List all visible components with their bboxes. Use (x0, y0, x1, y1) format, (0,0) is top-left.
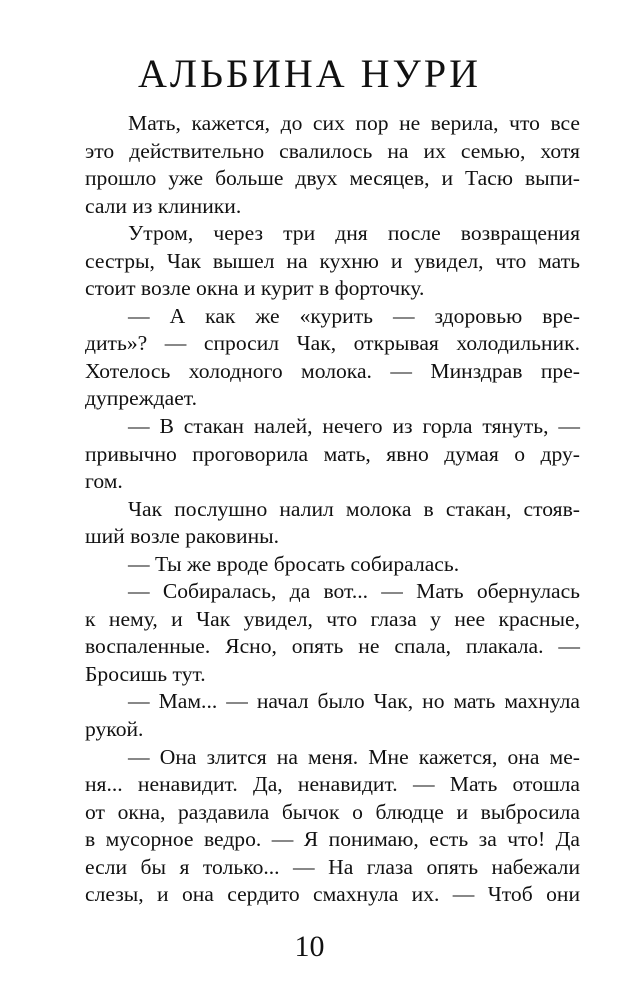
text-line: — Она злится на меня. Мне кажется, она ме- (128, 744, 580, 769)
body-text (85, 110, 580, 909)
paragraph (85, 551, 580, 579)
page-number: 10 (294, 930, 325, 963)
text-line: Бросишь тут. (85, 661, 206, 686)
text-line: от окна, раздавила бычок о блюдце и выбросила (85, 799, 580, 824)
text-line: слезы, и она сердито смахнула их. — Чтоб они (85, 882, 580, 907)
text-line: рукой. (85, 717, 144, 742)
paragraph (85, 688, 580, 743)
text-line: — Собиралась, да вот... — Мать обернулась (128, 579, 580, 604)
paragraph (85, 578, 580, 688)
text-line: — В стакан налей, нечего из горла тянуть, — (128, 414, 580, 439)
text-line: ший возле раковины. (85, 524, 280, 549)
paragraph (85, 744, 580, 909)
text-line: к нему, и Чак увидел, что глаза у нее красные, (85, 606, 580, 631)
text-line: прошло уже больше двух месяцев, и Тасю выпи- (85, 166, 580, 191)
text-line: воспаленные. Ясно, опять не спала, плакала. — (85, 634, 580, 659)
text-line: сали из клиники. (85, 193, 242, 218)
text-line: — Мам... — начал было Чак, но мать махнула (128, 689, 580, 714)
paragraph (85, 220, 580, 303)
paragraph (85, 496, 580, 551)
text-line: — Ты же вроде бросать собиралась. (128, 551, 460, 576)
text-line: сестры, Чак вышел на кухню и увидел, что мать (85, 248, 580, 273)
text-line: Мать, кажется, до сих пор не верила, что все (128, 111, 580, 135)
text-line: стоит возле окна и курит в форточку. (85, 276, 425, 301)
text-line: гом. (85, 469, 123, 494)
paragraph (85, 110, 580, 220)
running-head-author: АЛЬБИНА НУРИ (138, 51, 481, 96)
paragraph (85, 413, 580, 496)
text-line: привычно проговорила мать, явно думая о дру- (85, 441, 580, 466)
text-line: Хотелось холодного молока. — Минздрав пре- (85, 358, 580, 383)
text-line: дупреждает. (85, 386, 198, 411)
text-line: это действительно свалилось на их семью, хотя (85, 138, 580, 163)
text-line: Утром, через три дня после возвращения (128, 221, 580, 246)
text-line: в мусорное ведро. — Я понимаю, есть за что! Да (85, 827, 580, 852)
text-line: ня... ненавидит. Да, ненавидит. — Мать отошла (85, 772, 580, 797)
text-line: если бы я только... — На глаза опять набежали (85, 854, 580, 879)
text-line: Чак послушно налил молока в стакан, стояв- (128, 496, 580, 521)
paragraph (85, 303, 580, 413)
text-line: — А как же «курить — здоровью вре- (128, 303, 580, 328)
text-line: дить»? — спросил Чак, открывая холодильник. (85, 331, 580, 356)
